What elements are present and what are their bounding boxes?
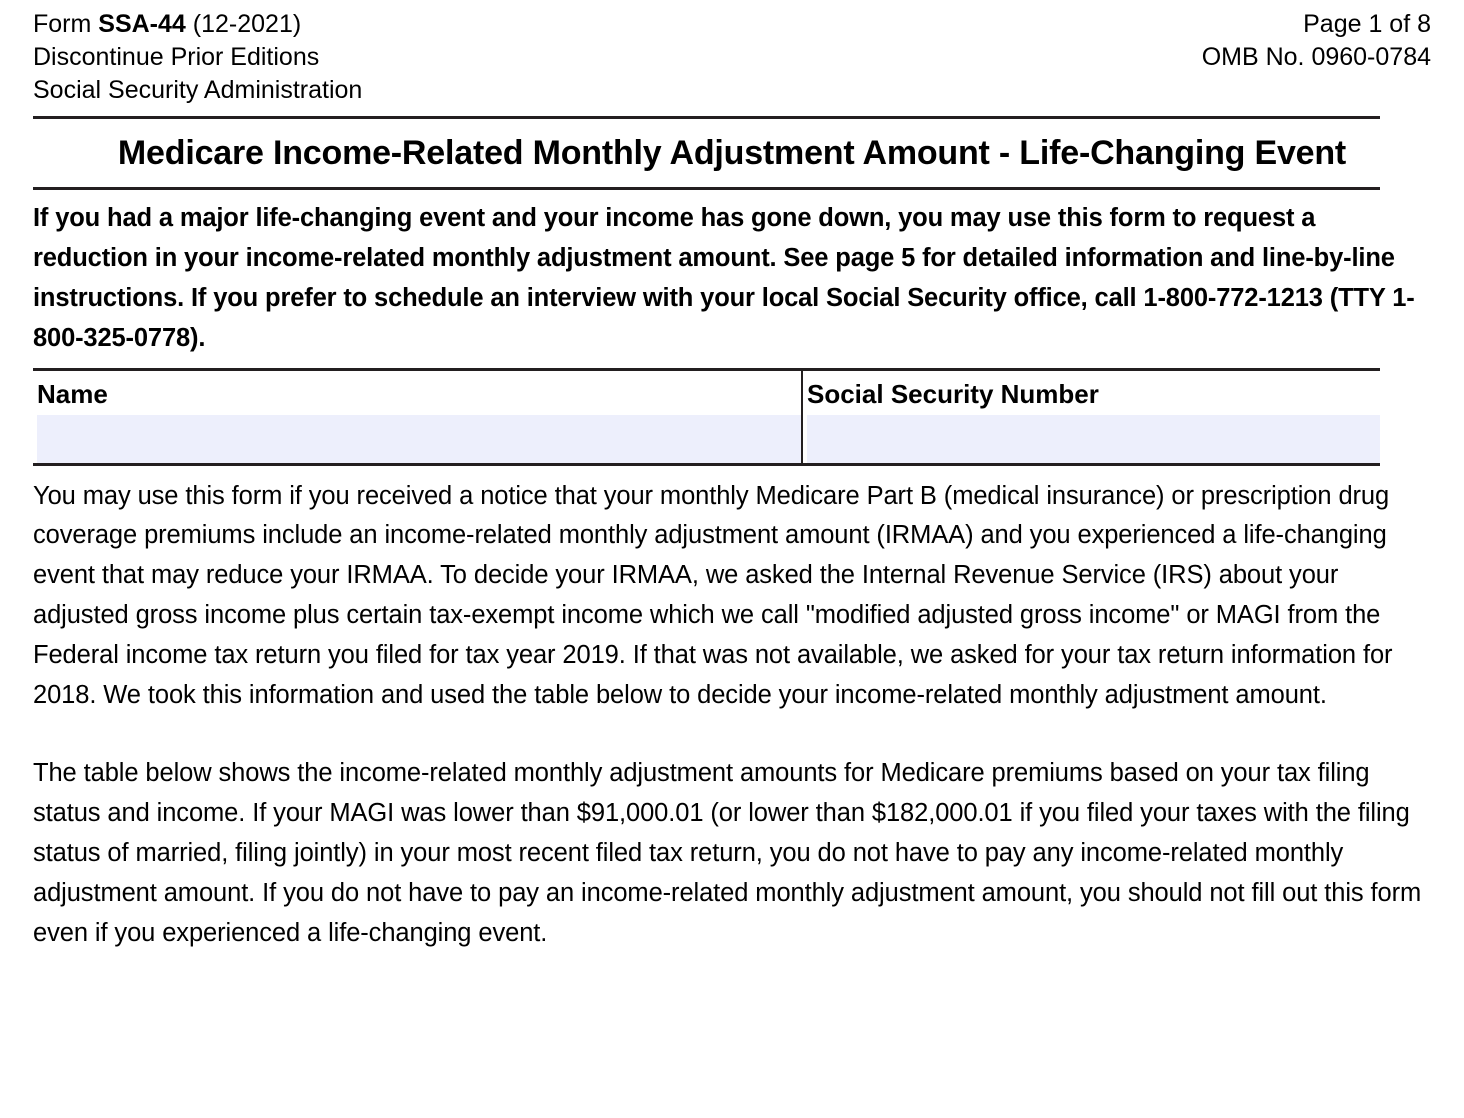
body-paragraph-2: The table below shows the income-related monthly adjustment amounts for Medicare premiums based on your tax filing status and income. If your MAGI was lower than $91,000.01 (or lower than $182,000.01 if you filed your taxes with the filing status of married, filing jointly) in your most recent filed tax return, you do not have to pay any income-related monthly adjustment amount. If you do not have to pay an income-related monthly adjustment amount, you should not fill out this form even if you experienced a life-changing event. (33, 758, 1422, 947)
name-field-cell (33, 371, 803, 463)
ssn-field-label: Social Security Number (807, 378, 1099, 409)
page-title: Medicare Income-Related Monthly Adjustment Amount - Life-Changing Event (117, 134, 1347, 172)
discontinue-prior-editions: Discontinue Prior Editions (33, 43, 320, 71)
identity-field-block (33, 371, 1380, 463)
form-revision-date: (12-2021) (185, 10, 302, 38)
header-right-block (1202, 8, 1431, 74)
form-number-line (33, 8, 362, 41)
form-number: SSA-44 (98, 10, 186, 38)
form-header (33, 0, 1431, 107)
omb-number: OMB No. 0960-0784 (1201, 43, 1431, 71)
divider-above-title (33, 116, 1380, 119)
body-paragraph-1: You may use this form if you received a notice that your monthly Medicare Part B (medical insurance) or prescription drug coverage premiums include an income-related monthly adjustment amount (IRMAA) and you experienced a life-changing event that may reduce your IRMAA. To decide your IRMAA, we asked the Internal Revenue Service (IRS) about your adjusted gross income plus certain tax-exempt income which we call "modified adjusted gross income" or MAGI from the Federal income tax return you filed for tax year 2019. If that was not available, we asked for your tax return information for 2018. We took this information and used the table below to decide your income-related monthly adjustment amount. (33, 481, 1393, 710)
agency-name: Social Security Administration (33, 76, 363, 104)
ssn-input[interactable] (807, 415, 1380, 463)
divider-below-fields (33, 463, 1380, 466)
page-indicator: Page 1 of 8 (1303, 10, 1431, 38)
form-label: Form (33, 10, 99, 38)
header-left-block (33, 8, 362, 107)
name-field-label: Name (37, 378, 108, 409)
name-input[interactable] (37, 415, 801, 463)
divider-below-title (33, 187, 1380, 190)
ssn-field-cell (803, 371, 1380, 463)
intro-paragraph: If you had a major life-changing event and your income has gone down, you may use this form to request a reduction in your income-related monthly adjustment amount. See page 5 for detailed information and line-by-line instructions. If you prefer to schedule an interview with your local Social Security office, call 1-800-772-1213 (TTY 1-800-325-0778). (33, 203, 1415, 352)
